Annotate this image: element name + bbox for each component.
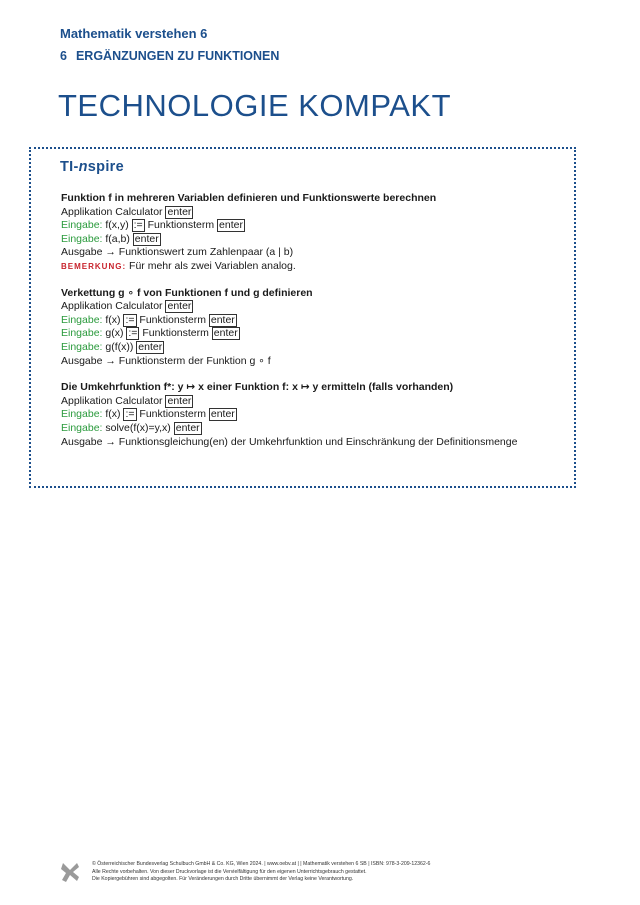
instruction-text: Applikation Calculator [61,300,166,313]
chapter-heading [60,49,279,63]
instruction-line [61,246,571,260]
footer-line: Alle Rechte vorbehalten. Von dieser Druckvorlage ist die Vervielfältigung für den eigenen Unterrichtsgebrauch gestattet. [92,868,367,875]
key-box: enter [210,408,235,421]
instruction-line [61,395,571,409]
key-box: := [125,408,135,421]
publisher-logo-icon [60,861,80,883]
key-box: enter [219,219,243,232]
note-label: BEMERKUNG: [61,261,127,271]
instruction-line [61,327,571,341]
instruction-line [61,300,571,314]
key-box: enter [167,205,192,218]
instruction-text: Funktionsterm [139,327,212,340]
key-box: enter [210,313,235,326]
instruction-text: g(x) [102,327,127,340]
key-box: enter [213,327,238,340]
instruction-line [61,233,571,247]
instruction-text: f(x,y) [102,219,132,232]
instruction-section [61,287,571,369]
key-box: enter [167,394,192,407]
instruction-text: f(x) [102,313,124,326]
footer-line: © Österreichischer Bundesverlag Schulbuch GmbH & Co. KG, Wien 2024. | www.oebv.at | | Mathematik verstehen 6 SB | ISBN: 978-3-209-12362-6 [92,861,431,867]
footer-copyright [92,861,430,884]
instruction-text: Ausgabe → Funktionsgleichung(en) der Umkehrfunktion und Einschränkung der Definitionsmenge [61,435,518,448]
chapter-title: ERGÄNZUNGEN ZU FUNKTIONEN [75,49,280,63]
instruction-line [61,355,571,369]
key-box: := [133,219,143,232]
note-line [61,260,571,274]
key-box: := [125,313,135,326]
key-box: enter [138,340,163,353]
instruction-text: Funktionsterm [136,408,209,421]
box-heading-prefix: TI- [60,159,79,175]
instruction-line [61,206,571,220]
box-heading-suffix: spire [87,159,124,175]
instruction-line [61,408,571,422]
instruction-text: f(a,b) [102,232,133,245]
instruction-text: Applikation Calculator [61,394,166,407]
section-title: Funktion f in mehreren Variablen definieren und Funktionswerte berechnen [61,192,437,204]
instruction-text: Ausgabe → Funktionswert zum Zahlenpaar (a | b) [61,246,294,259]
instruction-text: Funktionsterm [136,313,209,326]
input-label: Eingabe: [61,327,103,340]
note-text: Für mehr als zwei Variablen analog. [126,259,296,272]
key-box: enter [134,232,159,245]
book-title: Mathematik verstehen 6 [60,26,208,41]
instruction-line [61,341,571,355]
instruction-line [61,314,571,328]
box-heading-italic: n [78,159,88,175]
input-label: Eingabe: [61,408,103,421]
instruction-section [61,192,571,274]
instruction-text: f(x) [102,408,124,421]
input-label: Eingabe: [61,219,103,232]
box-heading [60,159,124,175]
key-box: := [128,327,138,340]
input-label: Eingabe: [61,421,103,434]
chapter-number: 6 [60,49,67,63]
instruction-line [61,422,571,436]
input-label: Eingabe: [61,313,103,326]
instruction-text: solve(f(x)=y,x) [102,421,174,434]
page-title: TECHNOLOGIE KOMPAKT [58,88,452,123]
footer-line: Die Kopiergebühren sind abgegolten. Für Veränderungen durch Dritte übernimmt der Verlag keine Verantwortung. [92,876,354,883]
instruction-section [61,381,571,449]
instruction-line [61,219,571,233]
section-title: Die Umkehrfunktion f*: y ↦ x einer Funktion f: x ↦ y ermitteln (falls vorhanden) [61,381,454,394]
instruction-text: g(f(x)) [102,340,137,353]
input-label: Eingabe: [61,232,103,245]
key-box: enter [167,300,192,313]
instruction-text: Ausgabe → Funktionsterm der Funktion g ∘ f [61,354,271,367]
instruction-text: Applikation Calculator [61,205,166,218]
instruction-line [61,436,571,450]
instruction-text: Funktionsterm [144,219,218,232]
instructions [61,192,571,462]
key-box: enter [175,421,200,434]
input-label: Eingabe: [61,340,103,353]
section-title: Verkettung g ∘ f von Funktionen f und g definieren [61,286,313,299]
